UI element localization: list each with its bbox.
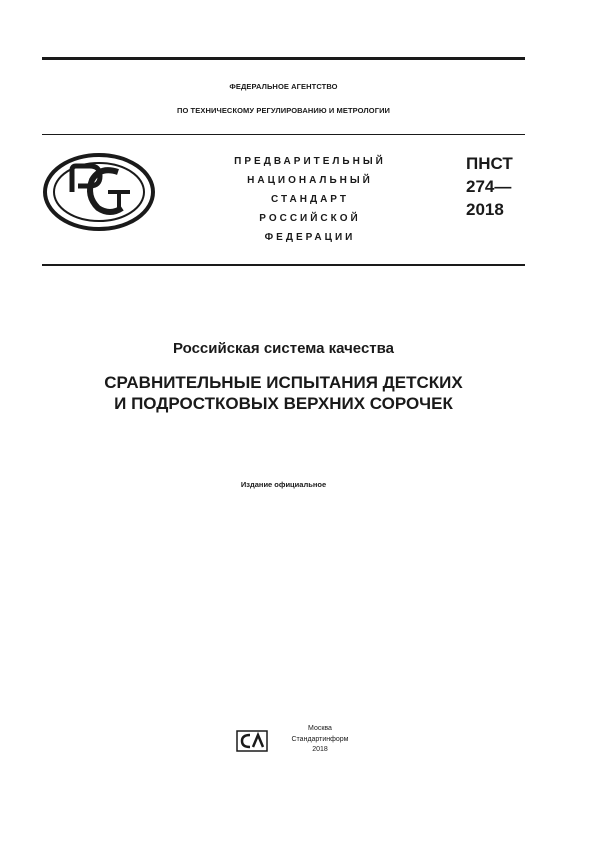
standard-type-line: НАЦИОНАЛЬНЫЙ	[247, 175, 373, 186]
edition-label: Издание официальное	[240, 480, 327, 489]
publisher-year: 2018	[312, 746, 328, 753]
standard-number: 274—	[466, 177, 512, 196]
title-line-2: И ПОДРОСТКОВЫХ ВЕРХНИХ СОРОЧЕК	[114, 394, 453, 413]
top-rule	[42, 57, 525, 60]
quality-system: Российская система качества	[172, 340, 395, 357]
agency-line-1: ФЕДЕРАЛЬНОЕ АГЕНТСТВО	[229, 82, 338, 91]
standartinform-logo-icon	[236, 730, 268, 752]
standard-rule	[42, 264, 525, 266]
standard-type-line: СТАНДАРТ	[271, 194, 349, 205]
standard-designation	[466, 152, 513, 221]
standard-code: ПНСТ	[466, 154, 513, 173]
standard-type	[210, 152, 410, 247]
standard-type-line: ФЕДЕРАЦИИ	[264, 232, 356, 243]
document-title	[42, 372, 525, 414]
title-line-1: СРАВНИТЕЛЬНЫЕ ИСПЫТАНИЯ ДЕТСКИХ	[104, 373, 463, 392]
header-rule	[42, 134, 525, 135]
standard-year: 2018	[466, 200, 504, 219]
publisher-city: Москва	[308, 725, 332, 732]
publisher-imprint	[270, 724, 370, 756]
gost-emblem-icon	[42, 152, 156, 232]
publisher-name: Стандартинформ	[291, 735, 349, 743]
standard-type-line: РОССИЙСКОЙ	[259, 213, 361, 224]
agency-line-2: ПО ТЕХНИЧЕСКОМУ РЕГУЛИРОВАНИЮ И МЕТРОЛОГИИ	[176, 106, 391, 115]
standard-type-line: ПРЕДВАРИТЕЛЬНЫЙ	[234, 156, 386, 167]
